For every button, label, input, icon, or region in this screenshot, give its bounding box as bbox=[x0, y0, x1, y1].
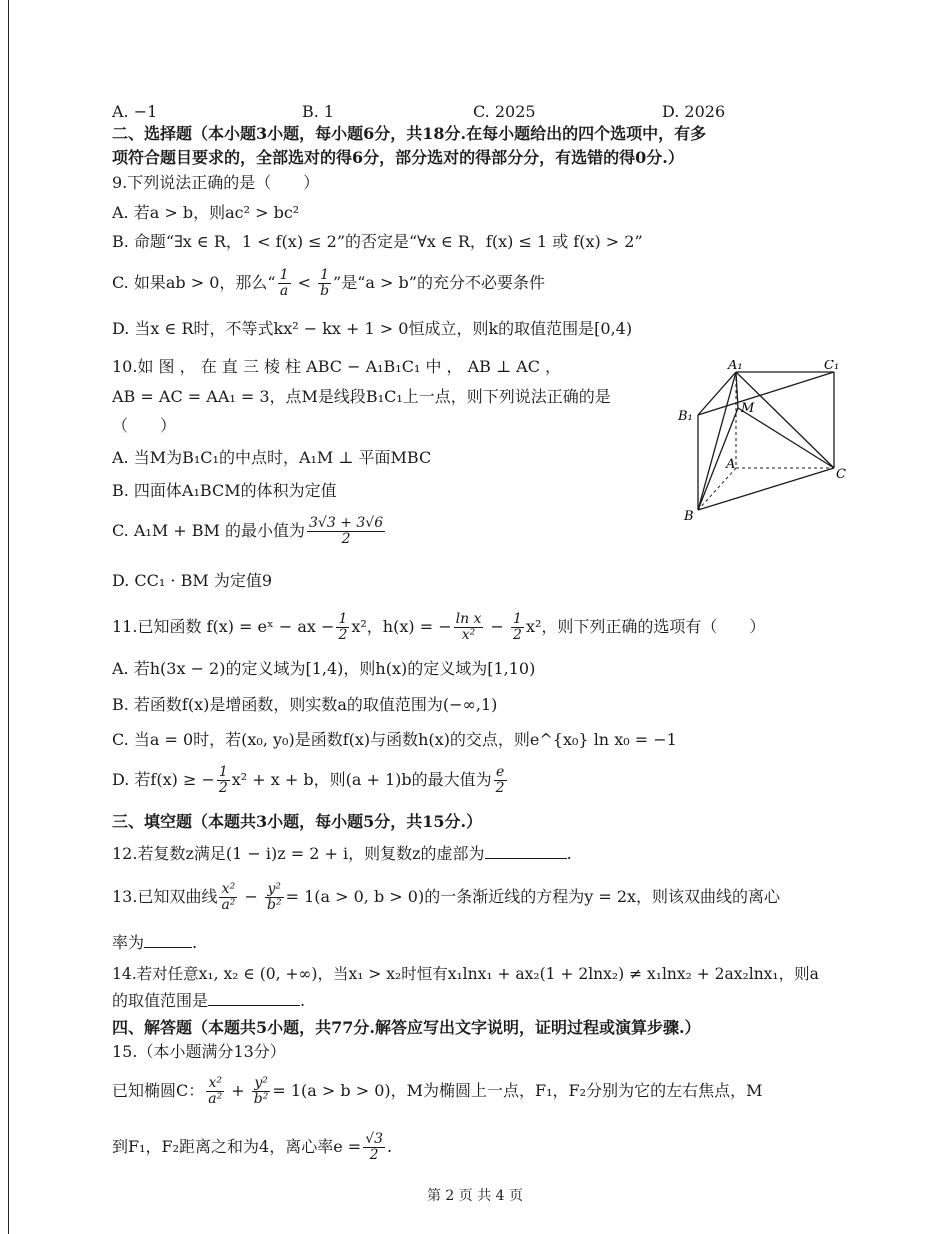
frac-eccentricity bbox=[363, 1132, 385, 1163]
q13-line2-text: 率为 bbox=[112, 933, 145, 952]
q13-pre: 13.已知双曲线 bbox=[112, 887, 218, 906]
frac-den: x² bbox=[461, 627, 476, 643]
label-c: C bbox=[836, 467, 846, 482]
q9-option-c: C. 如果ab > 0，那么“ $\frac{1}{a}$ < $\frac{1}{b}$ ”是“a > b”的充分不必要条件 bbox=[112, 267, 545, 299]
q10-option-b: B. 四面体A₁BCM的体积为定值 bbox=[112, 481, 337, 500]
frac-lnx-over-x2 bbox=[454, 612, 484, 643]
label-c1: C₁ bbox=[824, 360, 840, 373]
frac-den: b bbox=[320, 283, 330, 299]
q13-line2: 率为 . bbox=[112, 933, 198, 952]
frac-den: 2 bbox=[341, 531, 351, 547]
q8-option-c: C. 2025 bbox=[473, 102, 536, 121]
frac-num: 1 bbox=[318, 268, 331, 284]
q14-line1: 14.若对任意x₁, x₂ ∈ (0, +∞)，当x₁ > x₂时恒有x₁lnx₁ + ax₂(1 + 2lnx₂) ≠ x₁lnx₂ + 2ax₂lnx₁，则a bbox=[112, 965, 819, 983]
label-m: M bbox=[741, 401, 755, 416]
frac-den: 2 bbox=[513, 627, 522, 643]
q13-answer-blank[interactable] bbox=[144, 933, 192, 948]
frac-y2-over-b2-ellipse bbox=[252, 1076, 271, 1107]
q15-title: 15.（本小题满分13分） bbox=[112, 1042, 286, 1061]
q8-option-b: B. 1 bbox=[302, 102, 335, 121]
frac-den: 2 bbox=[495, 780, 505, 796]
label-b1: B₁ bbox=[678, 409, 693, 424]
section4-heading: 四、解答题（本题共5小题，共77分.解答应写出文字说明，证明过程或演算步骤.） bbox=[112, 1018, 701, 1037]
q10-option-d: D. CC₁ · BM 为定值9 bbox=[112, 571, 272, 590]
frac-den: a bbox=[279, 283, 289, 299]
frac-den: 2 bbox=[338, 627, 348, 643]
q15-line1: 已知椭圆C： $\frac{\text{x²}}{\text{a²}}$ + $\frac{\text{y²}}{\text{b²}}$ = 1(a > b > 0)，M为椭圆上一点，F₁，F₂分别为它的左右焦点，M bbox=[112, 1075, 763, 1107]
q11-stem-part-c: x²，则下列正确的选项有（ ） bbox=[525, 617, 766, 636]
frac-y2-over-b2 bbox=[265, 882, 284, 913]
section2-heading-line2: 项符合题目要求的，全部选对的得6分，部分选对的得部分分，有选错的得0分.） bbox=[112, 148, 684, 167]
frac-den: a² bbox=[221, 897, 236, 913]
q9-c-pre: C. 如果ab > 0，那么“ bbox=[112, 273, 276, 292]
frac-x2-over-a2-ellipse bbox=[206, 1076, 224, 1107]
frac-num: 1 bbox=[218, 764, 228, 780]
frac-num: 1 bbox=[279, 267, 289, 283]
label-a1: A₁ bbox=[728, 360, 743, 373]
frac-x2-over-a2 bbox=[219, 882, 237, 913]
frac-den: 2 bbox=[369, 1147, 379, 1163]
q11-option-c: C. 当a = 0时，若(x₀, y₀)是函数f(x)与函数h(x)的交点，则e^{x₀} ln x₀ = −1 bbox=[112, 730, 677, 749]
frac-num: e bbox=[494, 765, 507, 781]
label-b: B bbox=[684, 509, 694, 524]
q14-answer-blank[interactable] bbox=[208, 991, 300, 1006]
frac-1-over-a bbox=[278, 268, 291, 299]
page-number-footer: 第 2 页 共 4 页 bbox=[426, 1188, 524, 1204]
q11-option-d bbox=[112, 765, 509, 796]
q12-text: 12.若复数z满足(1 − i)z = 2 + i，则复数z的虚部为 bbox=[112, 844, 485, 863]
q9-option-a: A. 若a > b，则ac² > bc² bbox=[112, 203, 300, 222]
edge-bc bbox=[698, 468, 834, 510]
q9-stem: 9.下列说法正确的是（ ） bbox=[112, 173, 320, 192]
frac-num: 1 bbox=[513, 611, 522, 627]
q10-stem-line2: AB = AC = AA₁ = 3，点M是线段B₁C₁上一点，则下列说法正确的是 bbox=[112, 387, 611, 406]
q9-option-b: B. 命题“∃x ∈ R，1 < f(x) ≤ 2”的否定是“∀x ∈ R，f(x) ≤ 1 或 f(x) > 2” bbox=[112, 232, 643, 251]
q10-option-c bbox=[112, 516, 387, 547]
frac-den: 2 bbox=[218, 780, 228, 796]
section2-heading-line1: 二、选择题（本小题3小题，每小题6分，共18分.在每小题给出的四个选项中，有多 bbox=[112, 124, 707, 143]
q15-line2-pre: 到F₁，F₂距离之和为4，离心率e = bbox=[112, 1137, 362, 1156]
q15-line2: 到F₁，F₂距离之和为4，离心率e = $\frac{√3}{2}$ . bbox=[112, 1131, 393, 1163]
frac-den: b² bbox=[267, 897, 282, 913]
q8-option-d: D. 2026 bbox=[662, 102, 726, 121]
frac-e-over-2 bbox=[494, 765, 507, 796]
q15-line1-pre: 已知椭圆C： bbox=[112, 1081, 205, 1100]
q12-answer-blank[interactable] bbox=[485, 844, 567, 859]
frac-num: 3√3 + 3√6 bbox=[309, 515, 384, 531]
q11-option-a: A. 若h(3x − 2)的定义域为[1,4)，则h(x)的定义域为[1,10) bbox=[112, 659, 536, 678]
frac-1-over-2 bbox=[336, 612, 349, 643]
frac-den: a² bbox=[208, 1091, 223, 1107]
q13-line1: 13.已知双曲线 $\frac{\text{x²}}{\text{a²}}$ − $\frac{\text{y²}}{\text{b²}}$ = 1(a > 0, b > 0)的一条渐近线的方程为y = 2x，则该双曲线的离心 bbox=[112, 881, 781, 913]
q9-option-d: D. 当x ∈ R时，不等式kx² − kx + 1 > 0恒成立，则k的取值范围是[0,4) bbox=[112, 319, 633, 338]
frac-num: y² bbox=[252, 1076, 271, 1092]
edge-a1c bbox=[736, 372, 834, 468]
frac-min-value bbox=[307, 516, 385, 547]
q14-line2: 的取值范围是 . bbox=[112, 991, 306, 1010]
q10-option-a: A. 当M为B₁C₁的中点时，A₁M ⊥ 平面MBC bbox=[112, 448, 432, 467]
frac-num: y² bbox=[265, 882, 284, 898]
q10-stem-line1: 10.如 图 ， 在 直 三 棱 柱 ABC − A₁B₁C₁ 中 ， AB ⊥ AC ， bbox=[112, 357, 562, 376]
page-left-border bbox=[8, 0, 9, 1234]
q12: 12.若复数z满足(1 − i)z = 2 + i，则复数z的虚部为 . bbox=[112, 844, 572, 863]
edge-mc bbox=[738, 408, 834, 468]
q11-d-mid: x² + x + b，则(a + 1)b的最大值为 bbox=[231, 770, 492, 789]
frac-num: √3 bbox=[365, 1131, 384, 1147]
frac-num: ln x bbox=[455, 611, 482, 627]
q10-c-pre: C. A₁M + BM 的最小值为 bbox=[112, 521, 306, 540]
q13-post: = 1(a > 0, b > 0)的一条渐近线的方程为y = 2x，则该双曲线的离心 bbox=[285, 887, 781, 906]
frac-num: x² bbox=[206, 1076, 224, 1092]
frac-1-over-2c bbox=[217, 765, 230, 796]
q8-option-a: A. −1 bbox=[112, 102, 158, 121]
frac-num: 1 bbox=[338, 611, 348, 627]
q11-stem: 11.已知函数 f(x) = eˣ − ax − $\frac{1}{2}$ x²，h(x) = − $\frac{\text{ln x}}{\text{x²}}$ − $\frac{1}{2}$ x²，则下列正确的选项有（ ） bbox=[112, 611, 766, 643]
q14-line2-text: 的取值范围是 bbox=[112, 991, 209, 1010]
prism-figure bbox=[676, 360, 846, 530]
edge-b1c1 bbox=[698, 372, 834, 415]
frac-1-over-b bbox=[318, 268, 331, 299]
frac-1-over-2b bbox=[511, 612, 524, 643]
frac-den: b² bbox=[253, 1091, 269, 1107]
q11-option-b: B. 若函数f(x)是增函数，则实数a的取值范围为(−∞,1) bbox=[112, 695, 498, 714]
section3-heading: 三、填空题（本题共3小题，每小题5分，共15分.） bbox=[112, 812, 483, 831]
q11-stem-part-b: x²，h(x) = − bbox=[351, 617, 452, 636]
label-a: A bbox=[726, 457, 736, 472]
q11-stem-part-a: 11.已知函数 f(x) = eˣ − ax − bbox=[112, 617, 335, 636]
q10-stem-line3: （ ） bbox=[112, 416, 177, 435]
frac-num: x² bbox=[219, 882, 237, 898]
q11-d-pre: D. 若f(x) ≥ − bbox=[112, 770, 215, 789]
q15-line1-post: = 1(a > b > 0)，M为椭圆上一点，F₁，F₂分别为它的左右焦点，M bbox=[272, 1081, 763, 1100]
q9-c-post: ”是“a > b”的充分不必要条件 bbox=[333, 273, 545, 292]
